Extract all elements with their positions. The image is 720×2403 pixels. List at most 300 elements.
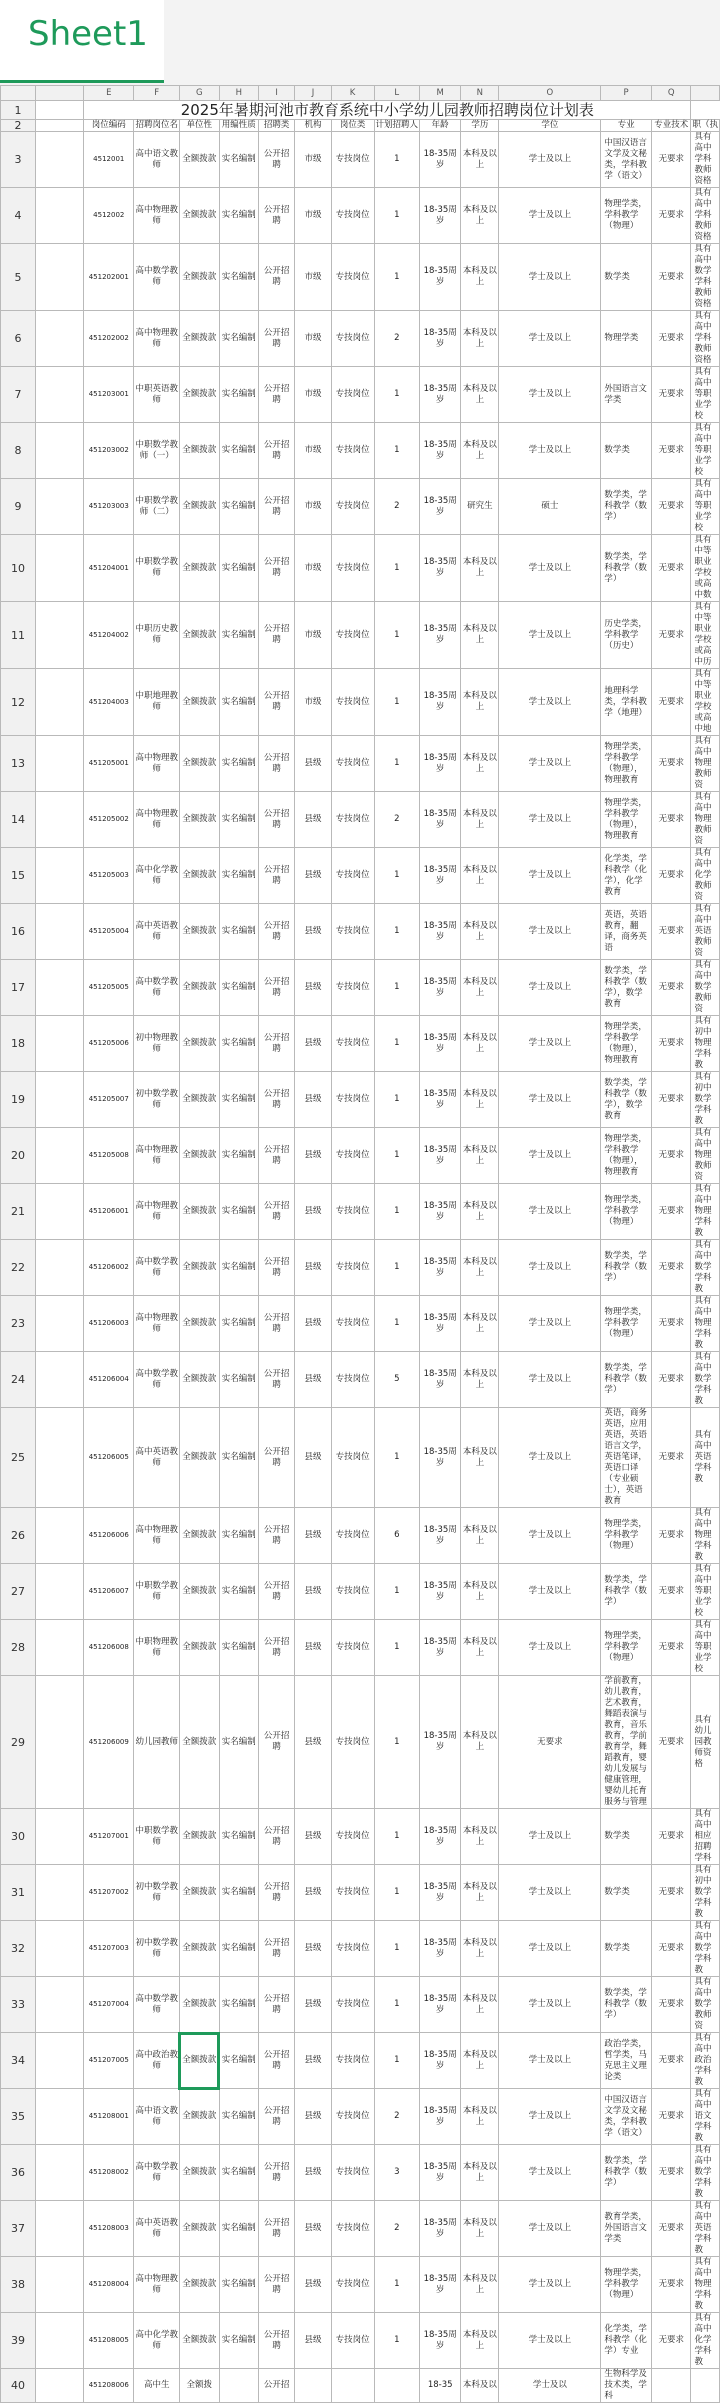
cell-level[interactable]: 市级 bbox=[295, 423, 331, 479]
cell-age[interactable]: 18-35周岁 bbox=[420, 960, 461, 1016]
cell-tech[interactable]: 无要求 bbox=[651, 2257, 691, 2313]
cell-count[interactable]: 1 bbox=[374, 848, 420, 904]
row-header[interactable]: 35 bbox=[1, 2089, 36, 2145]
cell-bz[interactable]: 实名编制 bbox=[219, 1865, 258, 1921]
row-header[interactable]: 22 bbox=[1, 1240, 36, 1296]
cell-extra[interactable]: 具有高中数学学科教 bbox=[691, 1352, 720, 1408]
cell-level[interactable]: 县级 bbox=[295, 1921, 331, 1977]
row-header[interactable]: 38 bbox=[1, 2257, 36, 2313]
cell-major[interactable]: 物理学类，学科教学（物理），物理教育 bbox=[601, 792, 652, 848]
cell-age[interactable]: 18-35周岁 bbox=[420, 1072, 461, 1128]
cell-name[interactable]: 中职数学教师 bbox=[134, 1809, 180, 1865]
cell-tech[interactable] bbox=[651, 2369, 691, 2403]
cell-type[interactable]: 公开招聘 bbox=[259, 1072, 295, 1128]
header-cell[interactable]: 机构 bbox=[295, 120, 331, 132]
header-cell[interactable]: 用编性质 bbox=[219, 120, 258, 132]
cell-edu[interactable]: 研究生 bbox=[461, 479, 499, 535]
cell-count[interactable]: 1 bbox=[374, 132, 420, 188]
cell-age[interactable]: 18-35周岁 bbox=[420, 669, 461, 736]
cell-nature[interactable]: 全额拨款 bbox=[179, 1508, 219, 1564]
cell-cat[interactable]: 专技岗位 bbox=[331, 2257, 374, 2313]
cell-bz[interactable] bbox=[219, 2369, 258, 2403]
cell-extra[interactable]: 具有高中化学学科教 bbox=[691, 2313, 720, 2369]
cell-age[interactable]: 18-35周岁 bbox=[420, 1508, 461, 1564]
cell-level[interactable]: 县级 bbox=[295, 2033, 331, 2089]
cell-edu[interactable]: 本科及以上 bbox=[461, 848, 499, 904]
cell-level[interactable]: 县级 bbox=[295, 1184, 331, 1240]
cell-name[interactable]: 中职英语教师 bbox=[134, 367, 180, 423]
cell-major[interactable]: 外国语言文学类 bbox=[601, 367, 652, 423]
cell-type[interactable]: 公开招聘 bbox=[259, 669, 295, 736]
cell-level[interactable]: 县级 bbox=[295, 2257, 331, 2313]
cell-nature[interactable]: 全额拨款 bbox=[179, 669, 219, 736]
cell-edu[interactable]: 本科及以上 bbox=[461, 1352, 499, 1408]
cell-bz[interactable]: 实名编制 bbox=[219, 1128, 258, 1184]
cell-age[interactable]: 18-35周岁 bbox=[420, 1977, 461, 2033]
cell-major[interactable]: 英语，商务英语，应用英语，英语语言文学，英语笔译，英语口译（专业硕士），英语教育 bbox=[601, 1408, 652, 1508]
cell-age[interactable]: 18-35周岁 bbox=[420, 2089, 461, 2145]
cell-tech[interactable]: 无要求 bbox=[651, 1865, 691, 1921]
cell-major[interactable]: 数学类 bbox=[601, 1921, 652, 1977]
cell[interactable] bbox=[36, 132, 84, 188]
cell-nature[interactable]: 全额拨款 bbox=[179, 479, 219, 535]
cell-edu[interactable]: 本科及以上 bbox=[461, 1620, 499, 1676]
cell-tech[interactable]: 无要求 bbox=[651, 848, 691, 904]
row-header[interactable]: 30 bbox=[1, 1809, 36, 1865]
cell-cat[interactable]: 专技岗位 bbox=[331, 2201, 374, 2257]
cell-code[interactable]: 451205006 bbox=[84, 1016, 134, 1072]
cell-deg[interactable]: 学士及以上 bbox=[499, 1016, 601, 1072]
cell[interactable] bbox=[36, 101, 84, 120]
cell-name[interactable]: 初中物理教师 bbox=[134, 1016, 180, 1072]
cell-nature[interactable]: 全额拨款 bbox=[179, 535, 219, 602]
cell-cat[interactable]: 专技岗位 bbox=[331, 2089, 374, 2145]
cell-edu[interactable]: 本科及以上 bbox=[461, 1977, 499, 2033]
cell-edu[interactable]: 本科及以上 bbox=[461, 1809, 499, 1865]
cell-cat[interactable]: 专技岗位 bbox=[331, 1352, 374, 1408]
cell-extra[interactable]: 具有高中语文学科教 bbox=[691, 2089, 720, 2145]
cell-extra[interactable]: 具有高中学科教师资格 bbox=[691, 132, 720, 188]
cell-count[interactable]: 1 bbox=[374, 2033, 420, 2089]
cell-type[interactable]: 公开招聘 bbox=[259, 535, 295, 602]
cell[interactable] bbox=[36, 1564, 84, 1620]
cell-extra[interactable]: 具有高中物理学科教 bbox=[691, 2257, 720, 2313]
cell-cat[interactable]: 专技岗位 bbox=[331, 1016, 374, 1072]
cell-count[interactable]: 1 bbox=[374, 423, 420, 479]
cell-deg[interactable]: 学士及以上 bbox=[499, 1564, 601, 1620]
cell-count[interactable]: 2 bbox=[374, 311, 420, 367]
cell-extra[interactable]: 具有高中数学学科教师资格 bbox=[691, 244, 720, 311]
cell-edu[interactable]: 本科及以上 bbox=[461, 244, 499, 311]
cell-extra[interactable]: 具有中等职业学校或高中地 bbox=[691, 669, 720, 736]
cell-nature[interactable]: 全额拨款 bbox=[179, 960, 219, 1016]
cell-nature[interactable]: 全额拨款 bbox=[179, 2089, 219, 2145]
cell[interactable] bbox=[36, 736, 84, 792]
cell-nature[interactable]: 全额拨款 bbox=[179, 1128, 219, 1184]
cell-extra[interactable]: 具有高中等职业学校 bbox=[691, 1620, 720, 1676]
cell-edu[interactable]: 本科及以上 bbox=[461, 367, 499, 423]
cell[interactable] bbox=[36, 2257, 84, 2313]
cell-cat[interactable]: 专技岗位 bbox=[331, 479, 374, 535]
cell-code[interactable]: 451204002 bbox=[84, 602, 134, 669]
column-header-d[interactable] bbox=[36, 86, 84, 101]
row-header[interactable]: 18 bbox=[1, 1016, 36, 1072]
cell-age[interactable]: 18-35周岁 bbox=[420, 479, 461, 535]
cell-edu[interactable]: 本科及以上 bbox=[461, 602, 499, 669]
cell-extra[interactable]: 具有高中物理学科教 bbox=[691, 1508, 720, 1564]
cell-bz[interactable]: 实名编制 bbox=[219, 1508, 258, 1564]
cell-tech[interactable]: 无要求 bbox=[651, 367, 691, 423]
cell-tech[interactable]: 无要求 bbox=[651, 1809, 691, 1865]
cell-name[interactable]: 高中物理教师 bbox=[134, 2257, 180, 2313]
cell[interactable] bbox=[36, 2033, 84, 2089]
cell-type[interactable]: 公开招聘 bbox=[259, 602, 295, 669]
cell-edu[interactable]: 本科及以上 bbox=[461, 188, 499, 244]
cell-deg[interactable]: 学士及以上 bbox=[499, 367, 601, 423]
cell-name[interactable]: 中职历史教师 bbox=[134, 602, 180, 669]
cell-cat[interactable]: 专技岗位 bbox=[331, 602, 374, 669]
cell-age[interactable]: 18-35周岁 bbox=[420, 848, 461, 904]
cell-name[interactable]: 高中数学教师 bbox=[134, 1352, 180, 1408]
cell-edu[interactable]: 本科及以上 bbox=[461, 535, 499, 602]
cell-major[interactable]: 物理学类，学科教学（物理） bbox=[601, 2257, 652, 2313]
cell-deg[interactable]: 学士及以上 bbox=[499, 960, 601, 1016]
cell-type[interactable]: 公开招聘 bbox=[259, 2145, 295, 2201]
cell-bz[interactable]: 实名编制 bbox=[219, 1352, 258, 1408]
cell-level[interactable]: 市级 bbox=[295, 669, 331, 736]
cell-tech[interactable]: 无要求 bbox=[651, 1408, 691, 1508]
cell-tech[interactable]: 无要求 bbox=[651, 1184, 691, 1240]
cell-level[interactable]: 县级 bbox=[295, 1352, 331, 1408]
cell-age[interactable]: 18-35周岁 bbox=[420, 311, 461, 367]
cell-nature[interactable]: 全额拨款 bbox=[179, 2033, 219, 2089]
cell-count[interactable]: 1 bbox=[374, 904, 420, 960]
cell-extra[interactable]: 具有高中物理学科教 bbox=[691, 1296, 720, 1352]
cell-nature[interactable]: 全额拨款 bbox=[179, 1676, 219, 1809]
cell[interactable] bbox=[36, 1240, 84, 1296]
cell-deg[interactable]: 学士及以上 bbox=[499, 1620, 601, 1676]
cell-cat[interactable]: 专技岗位 bbox=[331, 669, 374, 736]
row-header[interactable]: 36 bbox=[1, 2145, 36, 2201]
cell-major[interactable]: 物理学类，学科教学（物理），物理教育 bbox=[601, 736, 652, 792]
cell-name[interactable]: 高中数学教师 bbox=[134, 2145, 180, 2201]
cell-edu[interactable]: 本科及以上 bbox=[461, 2313, 499, 2369]
cell-major[interactable]: 地理科学类，学科教学（地理） bbox=[601, 669, 652, 736]
cell-nature[interactable]: 全额拨款 bbox=[179, 2201, 219, 2257]
cell-deg[interactable]: 学士及以上 bbox=[499, 1128, 601, 1184]
sheet-title[interactable]: 2025年暑期河池市教育系统中小学幼儿园教师招聘岗位计划表 bbox=[84, 101, 691, 120]
row-header[interactable]: 39 bbox=[1, 2313, 36, 2369]
cell-tech[interactable]: 无要求 bbox=[651, 1352, 691, 1408]
cell-code[interactable]: 451206002 bbox=[84, 1240, 134, 1296]
column-header-l[interactable]: L bbox=[374, 86, 420, 101]
cell-age[interactable]: 18-35周岁 bbox=[420, 188, 461, 244]
cell-level[interactable]: 县级 bbox=[295, 1809, 331, 1865]
cell-count[interactable]: 1 bbox=[374, 1240, 420, 1296]
spreadsheet-grid[interactable] bbox=[0, 85, 720, 2401]
cell-cat[interactable]: 专技岗位 bbox=[331, 1128, 374, 1184]
cell-age[interactable]: 18-35周岁 bbox=[420, 904, 461, 960]
row-header[interactable]: 3 bbox=[1, 132, 36, 188]
cell[interactable] bbox=[36, 1676, 84, 1809]
cell-deg[interactable]: 学士及以上 bbox=[499, 1865, 601, 1921]
cell-name[interactable]: 中职物理教师 bbox=[134, 1620, 180, 1676]
cell-deg[interactable]: 硕士 bbox=[499, 479, 601, 535]
cell-edu[interactable]: 本科及以上 bbox=[461, 1508, 499, 1564]
cell-name[interactable]: 高中物理教师 bbox=[134, 736, 180, 792]
cell-deg[interactable]: 学士及以上 bbox=[499, 1508, 601, 1564]
cell-extra[interactable]: 具有高中物理教师资 bbox=[691, 792, 720, 848]
cell-code[interactable]: 451205003 bbox=[84, 848, 134, 904]
header-cell[interactable]: 单位性 bbox=[179, 120, 219, 132]
cell-count[interactable]: 1 bbox=[374, 2257, 420, 2313]
cell-cat[interactable]: 专技岗位 bbox=[331, 792, 374, 848]
cell-nature[interactable]: 全额拨款 bbox=[179, 367, 219, 423]
cell-type[interactable]: 公开招聘 bbox=[259, 2201, 295, 2257]
cell-tech[interactable]: 无要求 bbox=[651, 188, 691, 244]
cell-code[interactable]: 451207004 bbox=[84, 1977, 134, 2033]
cell-level[interactable]: 县级 bbox=[295, 1408, 331, 1508]
cell-code[interactable]: 451205002 bbox=[84, 792, 134, 848]
cell-code[interactable]: 451208002 bbox=[84, 2145, 134, 2201]
cell-edu[interactable]: 本科及以上 bbox=[461, 132, 499, 188]
cell-nature[interactable]: 全额拨款 bbox=[179, 1921, 219, 1977]
cell-nature[interactable]: 全额拨款 bbox=[179, 1865, 219, 1921]
row-header[interactable]: 21 bbox=[1, 1184, 36, 1240]
row-header[interactable]: 24 bbox=[1, 1352, 36, 1408]
cell-deg[interactable]: 学士及以上 bbox=[499, 1809, 601, 1865]
cell-tech[interactable]: 无要求 bbox=[651, 1977, 691, 2033]
cell-code[interactable]: 451208003 bbox=[84, 2201, 134, 2257]
column-header-q[interactable]: Q bbox=[651, 86, 691, 101]
cell-tech[interactable]: 无要求 bbox=[651, 602, 691, 669]
column-header-k[interactable]: K bbox=[331, 86, 374, 101]
cell-cat[interactable]: 专技岗位 bbox=[331, 244, 374, 311]
cell-bz[interactable]: 实名编制 bbox=[219, 2033, 258, 2089]
cell-count[interactable]: 6 bbox=[374, 1508, 420, 1564]
cell-code[interactable]: 451207003 bbox=[84, 1921, 134, 1977]
cell-code[interactable]: 451205001 bbox=[84, 736, 134, 792]
cell-code[interactable]: 451205008 bbox=[84, 1128, 134, 1184]
row-header[interactable]: 9 bbox=[1, 479, 36, 535]
cell[interactable] bbox=[36, 904, 84, 960]
cell-tech[interactable]: 无要求 bbox=[651, 2201, 691, 2257]
cell-bz[interactable]: 实名编制 bbox=[219, 423, 258, 479]
cell[interactable] bbox=[36, 1921, 84, 1977]
cell-level[interactable]: 县级 bbox=[295, 2201, 331, 2257]
cell[interactable] bbox=[36, 1016, 84, 1072]
cell[interactable] bbox=[36, 602, 84, 669]
header-cell[interactable]: 职（执 bbox=[692, 120, 718, 130]
cell-type[interactable]: 公开招聘 bbox=[259, 367, 295, 423]
cell[interactable] bbox=[36, 2201, 84, 2257]
cell[interactable] bbox=[36, 1296, 84, 1352]
cell-major[interactable]: 中国汉语言文学及文秘类，学科教学（语文） bbox=[601, 132, 652, 188]
cell-edu[interactable]: 本科及以上 bbox=[461, 2145, 499, 2201]
cell-age[interactable]: 18-35周岁 bbox=[420, 1240, 461, 1296]
cell-type[interactable]: 公开招聘 bbox=[259, 1508, 295, 1564]
cell-tech[interactable]: 无要求 bbox=[651, 1921, 691, 1977]
cell[interactable] bbox=[36, 479, 84, 535]
cell-deg[interactable]: 学士及以上 bbox=[499, 1072, 601, 1128]
cell-level[interactable]: 县级 bbox=[295, 1508, 331, 1564]
cell-tech[interactable]: 无要求 bbox=[651, 960, 691, 1016]
cell-count[interactable]: 1 bbox=[374, 244, 420, 311]
cell-nature[interactable]: 全额拨款 bbox=[179, 602, 219, 669]
cell-name[interactable]: 高中物理教师 bbox=[134, 1184, 180, 1240]
cell-bz[interactable]: 实名编制 bbox=[219, 669, 258, 736]
row-header[interactable]: 25 bbox=[1, 1408, 36, 1508]
cell-extra[interactable]: 具有初中数学学科教 bbox=[691, 1072, 720, 1128]
cell-count[interactable]: 5 bbox=[374, 1352, 420, 1408]
cell-deg[interactable]: 学士及以上 bbox=[499, 132, 601, 188]
cell-name[interactable]: 高中物理教师 bbox=[134, 1296, 180, 1352]
cell-level[interactable]: 市级 bbox=[295, 132, 331, 188]
cell-type[interactable]: 公开招聘 bbox=[259, 423, 295, 479]
cell-major[interactable]: 数学类，学科教学（数学），数学教育 bbox=[601, 1072, 652, 1128]
sheet-tab-sheet1[interactable] bbox=[0, 0, 164, 83]
cell-edu[interactable]: 本科及以上 bbox=[461, 736, 499, 792]
cell-count[interactable]: 2 bbox=[374, 2201, 420, 2257]
cell-name[interactable]: 高中语文教师 bbox=[134, 132, 180, 188]
cell-extra[interactable]: 具有高中等职业学校 bbox=[691, 1564, 720, 1620]
row-header[interactable]: 19 bbox=[1, 1072, 36, 1128]
cell-code[interactable]: 451207005 bbox=[84, 2033, 134, 2089]
column-header-r[interactable] bbox=[691, 86, 720, 101]
cell-count[interactable]: 1 bbox=[374, 1296, 420, 1352]
cell-age[interactable]: 18-35周岁 bbox=[420, 2313, 461, 2369]
cell-deg[interactable]: 学士及以上 bbox=[499, 535, 601, 602]
cell-level[interactable]: 县级 bbox=[295, 1072, 331, 1128]
cell-code[interactable]: 451206008 bbox=[84, 1620, 134, 1676]
cell-code[interactable]: 451206003 bbox=[84, 1296, 134, 1352]
cell-nature[interactable]: 全额拨款 bbox=[179, 1620, 219, 1676]
cell-level[interactable]: 县级 bbox=[295, 848, 331, 904]
cell-edu[interactable]: 本科及以上 bbox=[461, 1676, 499, 1809]
cell-type[interactable]: 公开招聘 bbox=[259, 1016, 295, 1072]
cell-tech[interactable]: 无要求 bbox=[651, 2033, 691, 2089]
cell-count[interactable]: 1 bbox=[374, 1072, 420, 1128]
cell-count[interactable]: 1 bbox=[374, 1865, 420, 1921]
row-header[interactable]: 10 bbox=[1, 535, 36, 602]
cell-count[interactable]: 1 bbox=[374, 1921, 420, 1977]
cell-edu[interactable]: 本科及以上 bbox=[461, 1128, 499, 1184]
cell-level[interactable]: 县级 bbox=[295, 1676, 331, 1809]
cell-major[interactable]: 物理学类，学科教学（物理） bbox=[601, 1184, 652, 1240]
cell-deg[interactable]: 学士及以上 bbox=[499, 2089, 601, 2145]
cell-cat[interactable]: 专技岗位 bbox=[331, 2033, 374, 2089]
cell-tech[interactable]: 无要求 bbox=[651, 1564, 691, 1620]
cell-bz[interactable]: 实名编制 bbox=[219, 792, 258, 848]
cell-deg[interactable]: 学士及以 bbox=[499, 2369, 601, 2403]
cell-major[interactable]: 数学类，学科教学（数学），数学教育 bbox=[601, 960, 652, 1016]
cell-nature[interactable]: 全额拨款 bbox=[179, 132, 219, 188]
cell-nature[interactable]: 全额拨款 bbox=[179, 1977, 219, 2033]
cell-bz[interactable]: 实名编制 bbox=[219, 1016, 258, 1072]
cell-name[interactable]: 高中物理教师 bbox=[134, 311, 180, 367]
cell-tech[interactable]: 无要求 bbox=[651, 1508, 691, 1564]
cell-age[interactable]: 18-35周岁 bbox=[420, 2257, 461, 2313]
cell-code[interactable]: 4512002 bbox=[84, 188, 134, 244]
cell-edu[interactable]: 本科及以上 bbox=[461, 1408, 499, 1508]
cell-level[interactable]: 县级 bbox=[295, 1128, 331, 1184]
cell-level[interactable]: 县级 bbox=[295, 736, 331, 792]
cell-edu[interactable]: 本科及以上 bbox=[461, 1296, 499, 1352]
cell-cat[interactable]: 专技岗位 bbox=[331, 132, 374, 188]
cell-tech[interactable]: 无要求 bbox=[651, 311, 691, 367]
cell-extra[interactable]: 具有中等职业学校或高中历 bbox=[691, 602, 720, 669]
cell-type[interactable]: 公开招聘 bbox=[259, 904, 295, 960]
header-cell[interactable]: 专业 bbox=[601, 120, 652, 132]
cell[interactable] bbox=[36, 1977, 84, 2033]
cell-type[interactable]: 公开招聘 bbox=[259, 132, 295, 188]
cell-level[interactable]: 县级 bbox=[295, 1977, 331, 2033]
cell[interactable] bbox=[36, 848, 84, 904]
cell-edu[interactable]: 本科及以上 bbox=[461, 1240, 499, 1296]
cell-bz[interactable]: 实名编制 bbox=[219, 2257, 258, 2313]
cell-cat[interactable]: 专技岗位 bbox=[331, 960, 374, 1016]
cell-code[interactable]: 451202001 bbox=[84, 244, 134, 311]
cell-cat[interactable]: 专技岗位 bbox=[331, 904, 374, 960]
cell-major[interactable]: 物理学类，学科教学（物理） bbox=[601, 188, 652, 244]
cell-nature[interactable]: 全额拨款 bbox=[179, 311, 219, 367]
cell-major[interactable]: 数学类，学科教学（数学） bbox=[601, 479, 652, 535]
cell-age[interactable]: 18-35周岁 bbox=[420, 1128, 461, 1184]
cell-level[interactable]: 市级 bbox=[295, 311, 331, 367]
cell[interactable] bbox=[36, 2369, 84, 2403]
cell-code[interactable]: 451203003 bbox=[84, 479, 134, 535]
cell-cat[interactable]: 专技岗位 bbox=[331, 1676, 374, 1809]
cell-bz[interactable]: 实名编制 bbox=[219, 367, 258, 423]
cell-level[interactable]: 县级 bbox=[295, 2089, 331, 2145]
cell-code[interactable]: 451206006 bbox=[84, 1508, 134, 1564]
cell-extra[interactable]: 具有高中相应招聘学科 bbox=[691, 1809, 720, 1865]
cell-cat[interactable]: 专技岗位 bbox=[331, 535, 374, 602]
cell-count[interactable]: 1 bbox=[374, 1676, 420, 1809]
cell-type[interactable]: 公开招聘 bbox=[259, 1564, 295, 1620]
cell-age[interactable]: 18-35周岁 bbox=[420, 2145, 461, 2201]
cell-deg[interactable]: 学士及以上 bbox=[499, 1352, 601, 1408]
cell-age[interactable]: 18-35周岁 bbox=[420, 602, 461, 669]
cell-count[interactable]: 1 bbox=[374, 1977, 420, 2033]
cell-nature[interactable]: 全额拨款 bbox=[179, 1184, 219, 1240]
cell-code[interactable]: 451205004 bbox=[84, 904, 134, 960]
cell-type[interactable]: 公开招聘 bbox=[259, 1809, 295, 1865]
cell-edu[interactable]: 本科及以上 bbox=[461, 960, 499, 1016]
cell-name[interactable]: 初中数学教师 bbox=[134, 1072, 180, 1128]
cell-code[interactable]: 451208006 bbox=[84, 2369, 134, 2403]
cell-count[interactable] bbox=[374, 2369, 420, 2403]
cell-tech[interactable]: 无要求 bbox=[651, 736, 691, 792]
cell-deg[interactable]: 学士及以上 bbox=[499, 1296, 601, 1352]
cell-nature[interactable]: 全额拨款 bbox=[179, 1072, 219, 1128]
cell-name[interactable]: 高中数学教师 bbox=[134, 1977, 180, 2033]
cell-count[interactable]: 2 bbox=[374, 2089, 420, 2145]
cell-deg[interactable]: 学士及以上 bbox=[499, 1977, 601, 2033]
cell-deg[interactable]: 学士及以上 bbox=[499, 1408, 601, 1508]
cell-code[interactable]: 451207001 bbox=[84, 1809, 134, 1865]
cell-cat[interactable]: 专技岗位 bbox=[331, 367, 374, 423]
cell-cat[interactable]: 专技岗位 bbox=[331, 311, 374, 367]
cell-name[interactable]: 高中语文教师 bbox=[134, 2089, 180, 2145]
cell-major[interactable]: 化学类，学科教学（化学），化学教育 bbox=[601, 848, 652, 904]
cell-name[interactable]: 高中英语教师 bbox=[134, 904, 180, 960]
cell-deg[interactable]: 学士及以上 bbox=[499, 2201, 601, 2257]
cell-nature[interactable]: 全额拨款 bbox=[179, 244, 219, 311]
cell-major[interactable]: 数学类 bbox=[601, 423, 652, 479]
cell-name[interactable]: 高中化学教师 bbox=[134, 2313, 180, 2369]
cell-edu[interactable]: 本科及以上 bbox=[461, 311, 499, 367]
